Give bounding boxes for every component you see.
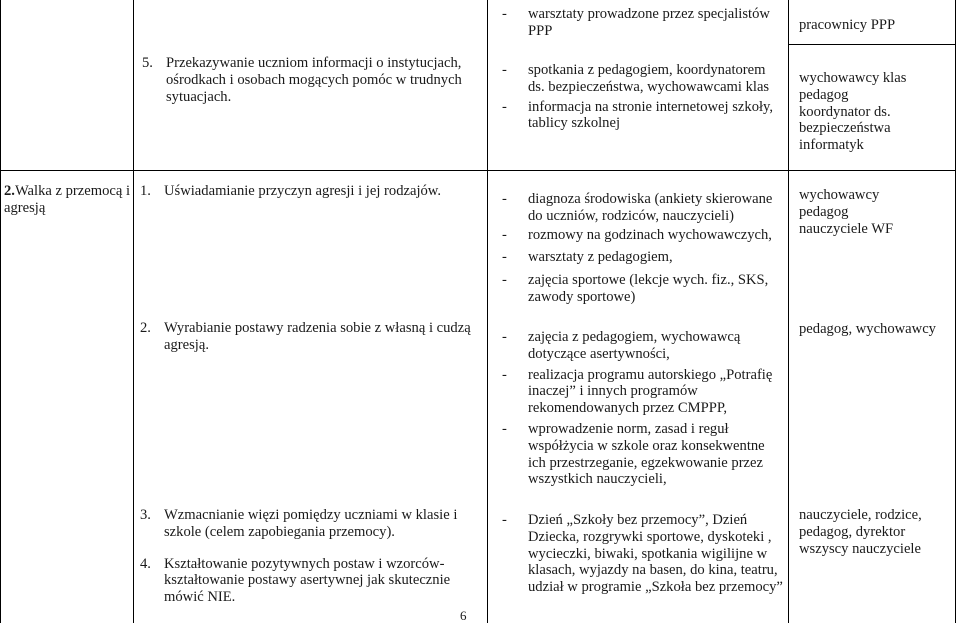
task-4: 4. Kształtowanie pozytywnych postaw i wzorców- kształtowanie postawy asertywnej jak skutecznie mówić NIE. bbox=[140, 555, 451, 606]
resp-prev-cell: pracownicy PPP bbox=[799, 17, 896, 33]
form-item: - wprowadzenie norm, zasad i reguł współżycia w szkole oraz konsekwentne ich przestrzeganie, egzekwowanie przez wszystkich nauczycieli, bbox=[502, 420, 765, 488]
task-2-cell bbox=[140, 320, 480, 354]
task-5-cell bbox=[142, 55, 480, 105]
table-border-right bbox=[955, 0, 956, 623]
row-divider-section bbox=[0, 170, 956, 171]
table-border-col3 bbox=[788, 0, 789, 623]
resp-3-cell: nauczyciele, rodzice, pedagog, dyrektor wszyscy nauczyciele bbox=[799, 507, 922, 557]
forms-3-cell bbox=[502, 512, 786, 596]
table-border-col1 bbox=[133, 0, 134, 623]
table-border-left bbox=[0, 0, 1, 623]
task-3-4-cell bbox=[140, 507, 480, 606]
table-border-col2 bbox=[487, 0, 488, 623]
task-1-cell bbox=[140, 183, 480, 200]
forms-5-cell bbox=[502, 62, 778, 132]
form-item: - warsztaty prowadzone przez specjalistów PPP bbox=[502, 6, 770, 39]
forms-2-cell bbox=[502, 329, 786, 488]
area-label: 2.Walka z przemocą i agresją bbox=[4, 183, 131, 216]
form-item: - diagnoza środowiska (ankiety skierowane do uczniów, rodziców, nauczycieli) bbox=[502, 191, 773, 224]
task-5: 5. Przekazywanie uczniom informacji o instytucjach, ośrodkach i osobach mogących pomóc w trudnych sytuacjach. bbox=[142, 55, 462, 105]
resp-2-cell: pedagog, wychowawcy bbox=[799, 321, 936, 337]
row-divider-top bbox=[788, 44, 956, 45]
forms-prev-cell bbox=[502, 6, 778, 40]
form-item: - realizacja programu autorskiego „Potrafię inaczej” i innych programów rekomendowanych przez CMPPP, bbox=[502, 366, 773, 417]
resp-5-cell: wychowawcy klas pedagog koordynator ds. bezpieczeństwa informatyk bbox=[799, 70, 907, 154]
form-item: - warsztaty z pedagogiem, bbox=[502, 249, 673, 266]
form-item: - Dzień „Szkoły bez przemocy”, Dzień Dziecka, rozgrywki sportowe, dyskoteki , wycieczki, biwaki, spotkania wigilijne w klasach, wyjazdy na basen, do kina, teatru, udział w programie „Szkoła bez przemocy” bbox=[502, 512, 783, 596]
task-2: 2. Wyrabianie postawy radzenia sobie z własną i cudzą agresją. bbox=[140, 320, 471, 353]
task-1: 1. Uświadamianie przyczyn agresji i jej rodzajów. bbox=[140, 183, 442, 199]
form-item: - spotkania z pedagogiem, koordynatorem ds. bezpieczeństwa, wychowawcami klas bbox=[502, 62, 770, 95]
task-3: 3. Wzmacnianie więzi pomiędzy uczniami w klasie i szkole (celem zapobiegania przemocy). bbox=[140, 507, 458, 540]
forms-1-cell bbox=[502, 191, 778, 306]
form-item: - zajęcia z pedagogiem, wychowawcą dotyczące asertywności, bbox=[502, 329, 741, 362]
form-item: - rozmowy na godzinach wychowawczych, bbox=[502, 226, 772, 243]
form-item: - informacja na stronie internetowej szkoły, tablicy szkolnej bbox=[502, 98, 774, 132]
resp-1-cell: wychowawcy pedagog nauczyciele WF bbox=[799, 187, 894, 237]
form-item: - zajęcia sportowe (lekcje wych. fiz., SKS, zawody sportowe) bbox=[502, 272, 769, 305]
page-number: 6 bbox=[460, 608, 467, 623]
area-cell bbox=[4, 183, 131, 217]
